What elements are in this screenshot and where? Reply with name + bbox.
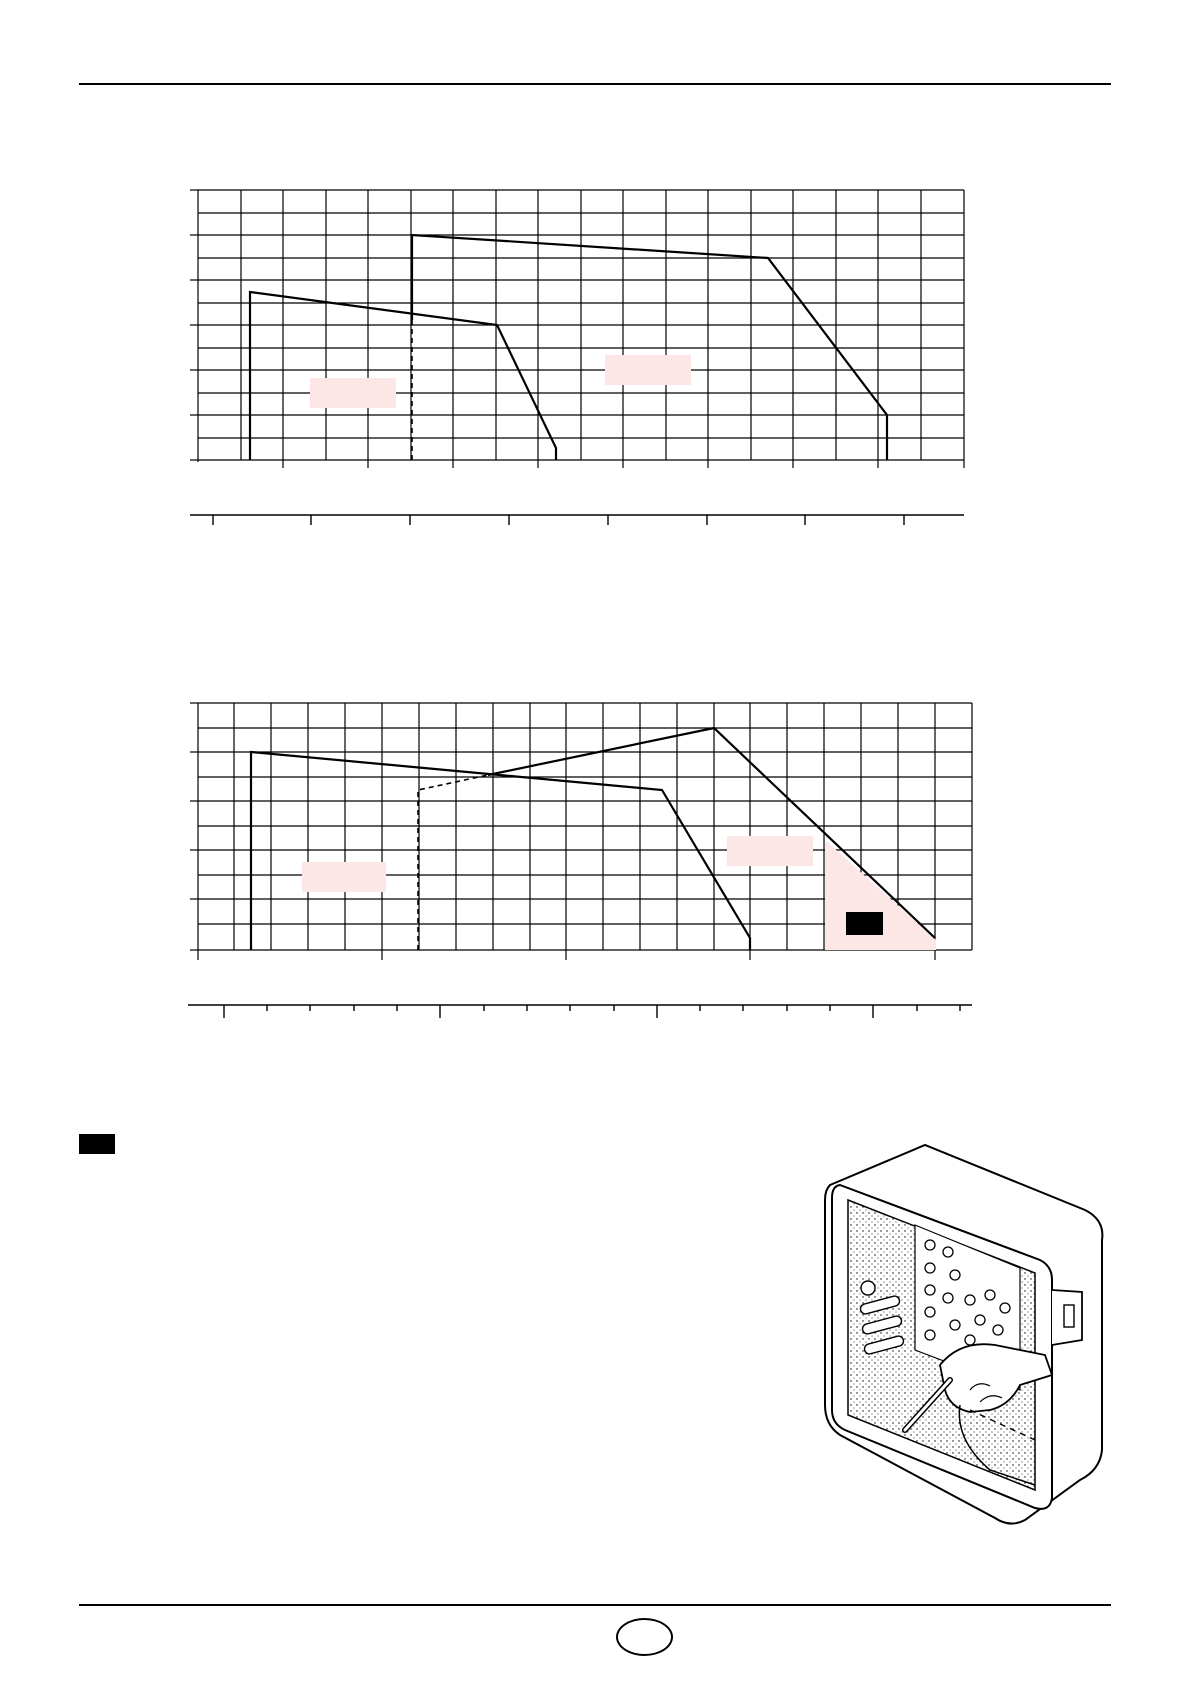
chart-2-label-box-right bbox=[727, 836, 813, 866]
section-callout-marker bbox=[79, 1134, 115, 1154]
chart-2-series-small bbox=[251, 752, 750, 950]
chart-2-callout-marker bbox=[846, 912, 883, 935]
footer-rule bbox=[79, 1604, 1111, 1606]
chart-2-label-box-left bbox=[302, 862, 386, 892]
chart-2-secondary-axis bbox=[188, 1005, 972, 1018]
boiler-cleaning-hand-icon bbox=[820, 1140, 1120, 1530]
page-number-oval bbox=[616, 1618, 673, 1656]
